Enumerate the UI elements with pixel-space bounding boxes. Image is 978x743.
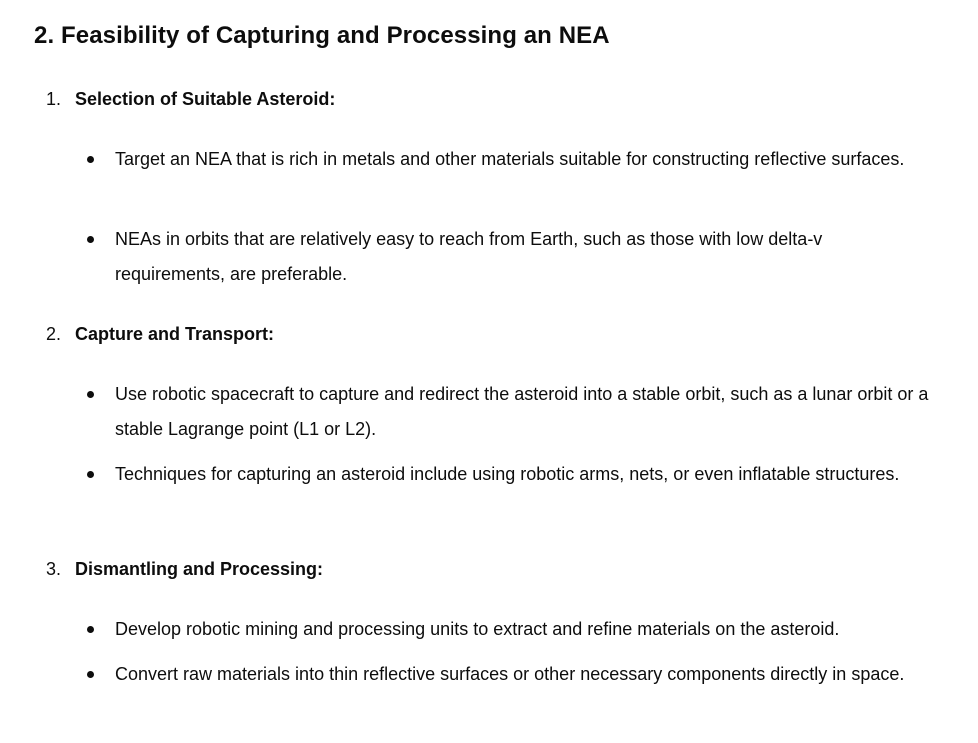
bullet-text: Target an NEA that is rich in metals and other materials suitable for constructing reflective surfaces. [115,149,905,169]
bullet-dot-icon [87,156,94,163]
bullet-text: Techniques for capturing an asteroid include using robotic arms, nets, or even inflatable structures. [115,464,900,484]
section-title: Selection of Suitable Asteroid: [75,89,336,109]
bullet-dot-icon [87,391,94,398]
section-heading: 2. Feasibility of Capturing and Processing an NEA [34,22,610,49]
bullet-dot-icon [87,471,94,478]
section-title: Dismantling and Processing: [75,559,324,579]
list-item-section-2 [46,322,274,346]
list-number: 3. [46,559,62,579]
list-number: 2. [46,324,62,344]
bullet-dot-icon [87,626,94,633]
section-title: Capture and Transport: [75,324,275,344]
bullet-text: Develop robotic mining and processing units to extract and refine materials on the asteroid. [115,619,840,639]
bullet-text: NEAs in orbits that are relatively easy to reach from Earth, such as those with low delta-v requirements, are preferable. [115,229,823,284]
list-number: 1. [46,89,62,109]
list-item-section-1 [46,87,335,111]
bullet-text: Convert raw materials into thin reflective surfaces or other necessary components directly in space. [115,664,905,684]
bullet-dot-icon [87,236,94,243]
bullet-text: Use robotic spacecraft to capture and redirect the asteroid into a stable orbit, such as a lunar orbit or a stable Lagrange point (L1 or L2). [115,384,929,439]
list-item-section-3 [46,557,323,581]
bullet-dot-icon [87,671,94,678]
